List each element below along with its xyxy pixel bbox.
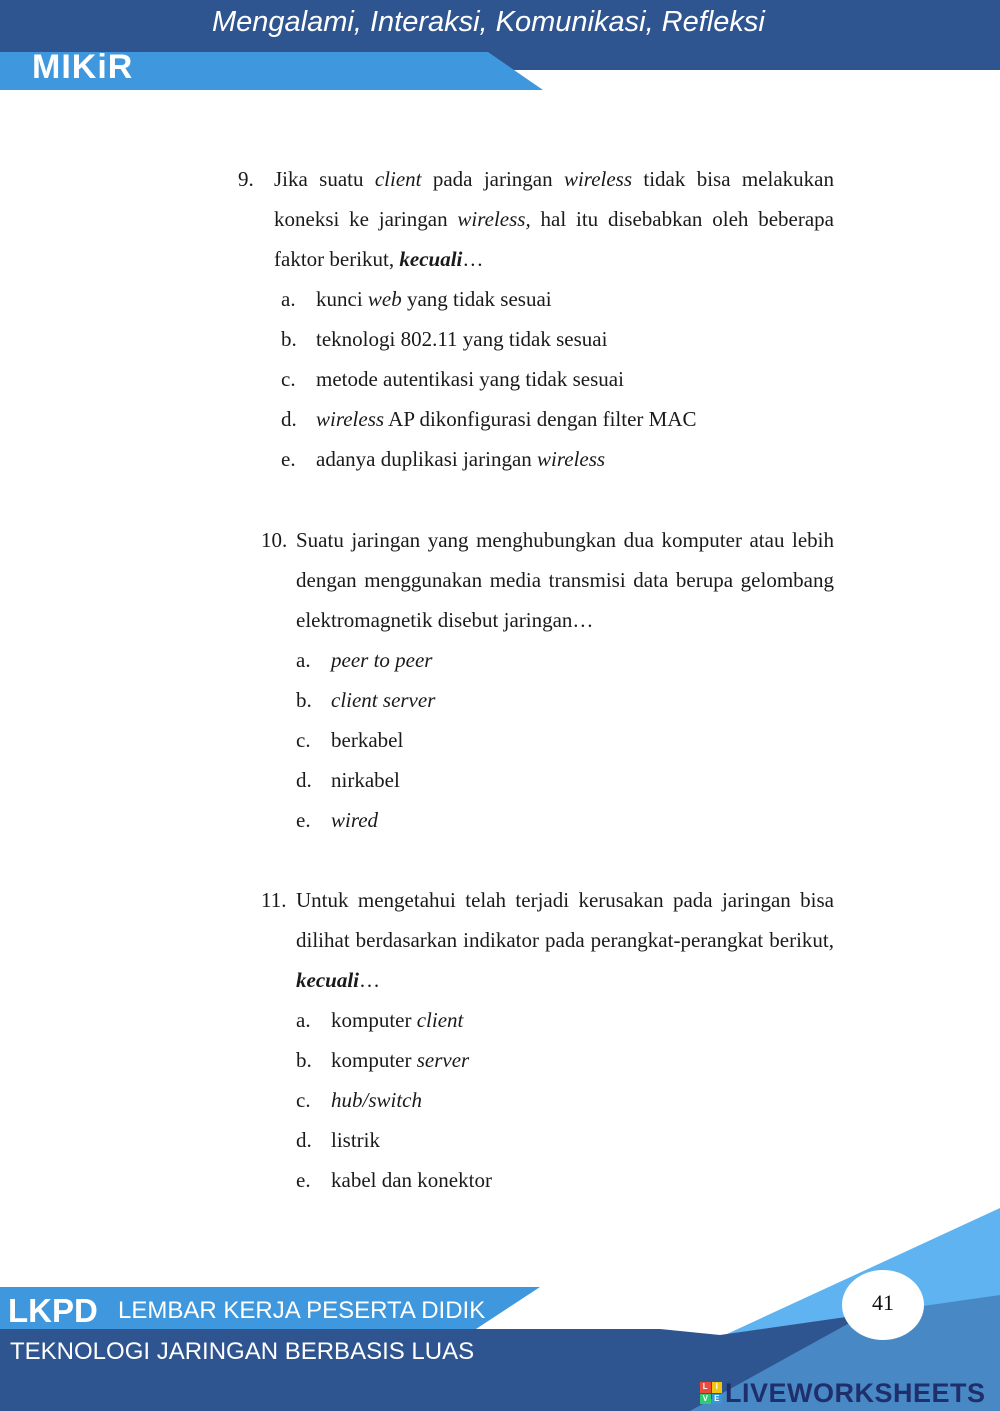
option-10b[interactable]: b. client server — [296, 688, 436, 712]
option-9e[interactable]: e. adanya duplikasi jaringan wireless — [281, 447, 606, 471]
option-11d[interactable]: d. listrik — [296, 1128, 381, 1152]
question-number: 11. — [261, 888, 287, 912]
option-9a[interactable]: a. kunci web yang tidak sesuai — [281, 287, 552, 311]
question-11 — [261, 880, 834, 1000]
footer-lkpd: LKPD — [8, 1292, 98, 1329]
option-9d[interactable]: d. wireless AP dikonfigurasi dengan filter MAC — [281, 407, 697, 431]
header-title: Mengalami, Interaksi, Komunikasi, Refleksi — [212, 6, 765, 38]
liveworksheets-icon: L I V E — [700, 1382, 722, 1404]
question-text: Suatu jaringan yang menghubungkan dua komputer atau lebih dengan menggunakan media transmisi data berupa gelombang elektromagnetik disebut jaringan… — [296, 528, 834, 632]
option-11b[interactable]: b. komputer server — [296, 1048, 470, 1072]
option-11c[interactable]: c. hub/switch — [296, 1088, 423, 1112]
section-label: MIKiR — [32, 48, 134, 86]
option-9c[interactable]: c. metode autentikasi yang tidak sesuai — [281, 367, 624, 391]
option-11a[interactable]: a. komputer client — [296, 1008, 464, 1032]
question-number: 9. — [238, 167, 254, 191]
page-number: 41 — [872, 1290, 894, 1315]
liveworksheets-logo — [700, 1378, 986, 1408]
footer-subtitle: LEMBAR KERJA PESERTA DIDIK — [118, 1297, 486, 1324]
option-9b[interactable]: b. teknologi 802.11 yang tidak sesuai — [281, 327, 608, 351]
option-10e[interactable]: e. wired — [296, 808, 379, 832]
option-10c[interactable]: c. berkabel — [296, 728, 404, 752]
footer-course: TEKNOLOGI JARINGAN BERBASIS LUAS — [10, 1338, 475, 1365]
option-10a[interactable]: a. peer to peer — [296, 648, 433, 672]
question-text: Jika suatu client pada jaringan wireless tidak bisa melakukan koneksi ke jaringan wireless, hal itu disebabkan oleh beberapa faktor berikut, kecuali… — [274, 167, 834, 271]
option-11e[interactable]: e. kabel dan konektor — [296, 1168, 492, 1192]
question-number: 10. — [261, 528, 288, 552]
option-10d[interactable]: d. nirkabel — [296, 768, 400, 792]
question-10 — [261, 520, 834, 640]
question-text: Untuk mengetahui telah terjadi kerusakan pada jaringan bisa dilihat berdasarkan indikator pada perangkat-perangkat berikut, kecuali… — [296, 888, 834, 992]
watermark-text: LIVEWORKSHEETS — [725, 1377, 986, 1408]
question-9 — [238, 159, 834, 279]
